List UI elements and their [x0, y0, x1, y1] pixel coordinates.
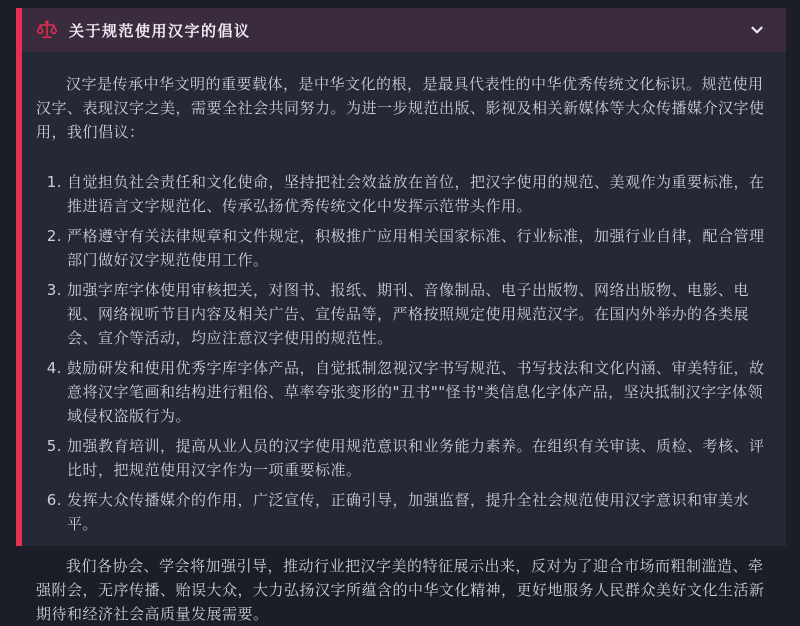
- list-item-number: 5.: [46, 437, 62, 455]
- list-item-number: 3.: [46, 281, 62, 299]
- list-item: [42, 488, 770, 536]
- list-item-text: 严格遵守有关法律规章和文件规定，积极推广应用相关国家标准、行业标准，加强行业自律，配合管理部门做好汉字规范使用工作。: [67, 227, 765, 269]
- list-item: [42, 278, 770, 350]
- intro-paragraph: 汉字是传承中华文明的重要载体，是中华文化的根，是最具代表性的中华优秀传统文化标识。规范使用汉字、表现汉字之美，需要全社会共同努力。为进一步规范出版、影视及相关新媒体等大众传播媒介汉字使用，我们倡议：: [36, 75, 765, 141]
- scales-icon: [36, 20, 58, 40]
- list-item: [42, 170, 770, 218]
- list-item-text: 自觉担负社会责任和文化使命，坚持把社会效益放在首位，把汉字使用的规范、美观作为重要标准，在推进语言文字规范化、传承弘扬优秀传统文化中发挥示范带头作用。: [67, 173, 765, 215]
- list-item-text: 鼓励研发和使用优秀字库字体产品，自觉抵制忽视汉字书写规范、书写技法和文化内涵、审美特征，故意将汉字笔画和结构进行粗俗、草率夸张变形的"丑书""怪书"类信息化字体产品，坚决抵制汉字字体领域侵权盗版行为。: [67, 359, 765, 425]
- list-item-number: 4.: [46, 359, 62, 377]
- list-item-number: 6.: [46, 491, 62, 509]
- list-item-text: 加强字库字体使用审核把关，对图书、报纸、期刊、音像制品、电子出版物、网络出版物、电影、电视、网络视听节目内容及相关广告、宣传品等，严格按照规定使用规范汉字。在国内外举办的各类展会、宣介等活动，均应注意汉字使用的规范性。: [67, 281, 750, 347]
- list-item: [42, 434, 770, 482]
- list-item: [42, 356, 770, 428]
- proposal-list: [36, 170, 770, 536]
- panel-header[interactable]: [22, 8, 786, 52]
- outro-paragraph: 我们各协会、学会将加强引导，推动行业把汉字美的特征展示出来，反对为了迎合市场而粗制滥造、牵强附会，无序传播、贻误大众，大力弘扬汉字所蕴含的中华文化精神，更好地服务人民群众美好文化生活新期待和经济社会高质量发展需要。: [36, 557, 765, 623]
- list-item-number: 2.: [46, 227, 62, 245]
- list-item-number: 1.: [46, 173, 62, 191]
- list-item-text: 加强教育培训，提高从业人员的汉字使用规范意识和业务能力素养。在组织有关审读、质检、考核、评比时，把规范使用汉字作为一项重要标准。: [67, 437, 765, 479]
- panel-title: 关于规范使用汉字的倡议: [69, 21, 251, 40]
- proposal-panel: [16, 8, 786, 623]
- panel-body: [22, 52, 786, 626]
- list-item-text: 发挥大众传播媒介的作用，广泛宣传，正确引导，加强监督，提升全社会规范使用汉字意识和审美水平。: [67, 491, 750, 533]
- list-item: [42, 224, 770, 272]
- chevron-down-icon[interactable]: [748, 21, 766, 39]
